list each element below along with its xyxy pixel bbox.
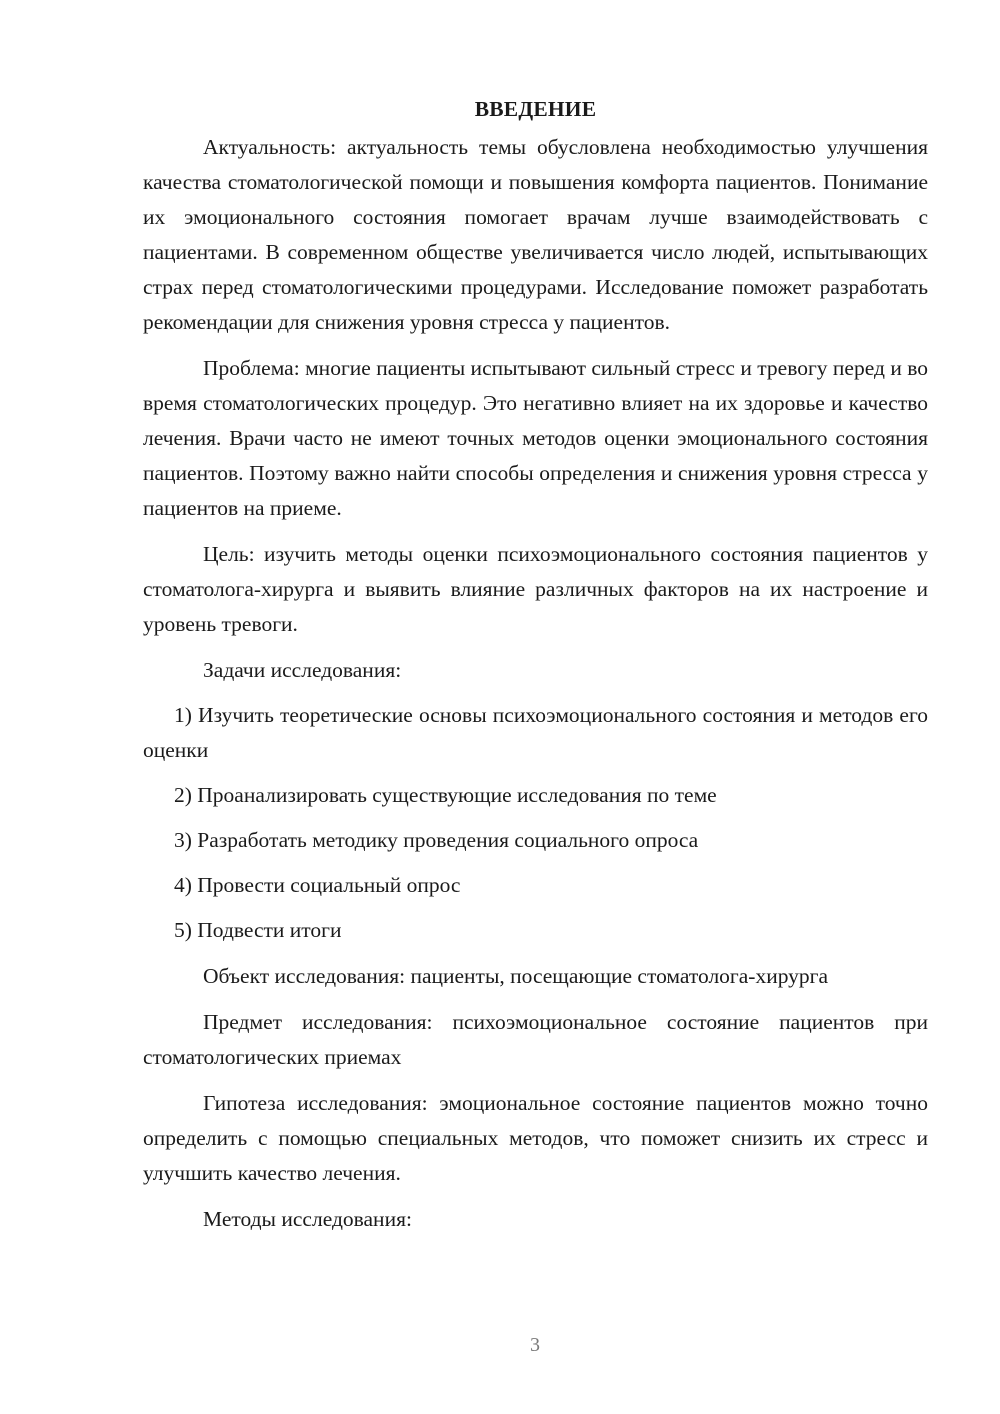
page-number: 3 bbox=[530, 1334, 540, 1356]
subject-paragraph: Предмет исследования: психоэмоциональное состояние пациентов при стоматологических приемах bbox=[143, 1010, 928, 1069]
goal-paragraph: Цель: изучить методы оценки психоэмоционального состояния пациентов у стоматолога-хирурга и выявить влияние различных факторов на их настроение и уровень тревоги. bbox=[143, 542, 928, 636]
hypothesis-paragraph: Гипотеза исследования: эмоциональное состояние пациентов можно точно определить с помощью специальных методов, что поможет снизить их стресс и улучшить качество лечения. bbox=[143, 1091, 928, 1185]
problem-paragraph: Проблема: многие пациенты испытывают сильный стресс и тревогу перед и во время стоматологических процедур. Это негативно влияет на их здоровье и качество лечения. Врачи часто не имеют точных методов оценки эмоционального состояния пациентов. Поэтому важно найти способы определения и снижения уровня стресса у пациентов на приеме. bbox=[143, 356, 928, 520]
document-page bbox=[143, 92, 928, 1237]
section-title: ВВЕДЕНИЕ bbox=[474, 97, 597, 121]
task-item-3: 3) Разработать методику проведения социального опроса bbox=[174, 828, 699, 852]
task-item-4: 4) Провести социальный опрос bbox=[174, 873, 461, 897]
object-paragraph: Объект исследования: пациенты, посещающие стоматолога-хирурга bbox=[203, 964, 829, 988]
task-item-5: 5) Подвести итоги bbox=[174, 918, 342, 942]
relevance-paragraph: Актуальность: актуальность темы обусловлена необходимостью улучшения качества стоматологической помощи и повышения комфорта пациентов. Понимание их эмоционального состояния помогает врачам лучше взаимодействовать с пациентами. В современном обществе увеличивается число людей, испытывающих страх перед стоматологическими процедурами. Исследование поможет разработать рекомендации для снижения уровня стресса у пациентов. bbox=[143, 135, 928, 334]
task-item-1: 1) Изучить теоретические основы психоэмоционального состояния и методов его оценки bbox=[143, 703, 928, 762]
methods-heading: Методы исследования: bbox=[203, 1207, 412, 1231]
task-item-2: 2) Проанализировать существующие исследования по теме bbox=[174, 783, 717, 807]
tasks-heading: Задачи исследования: bbox=[203, 658, 402, 682]
